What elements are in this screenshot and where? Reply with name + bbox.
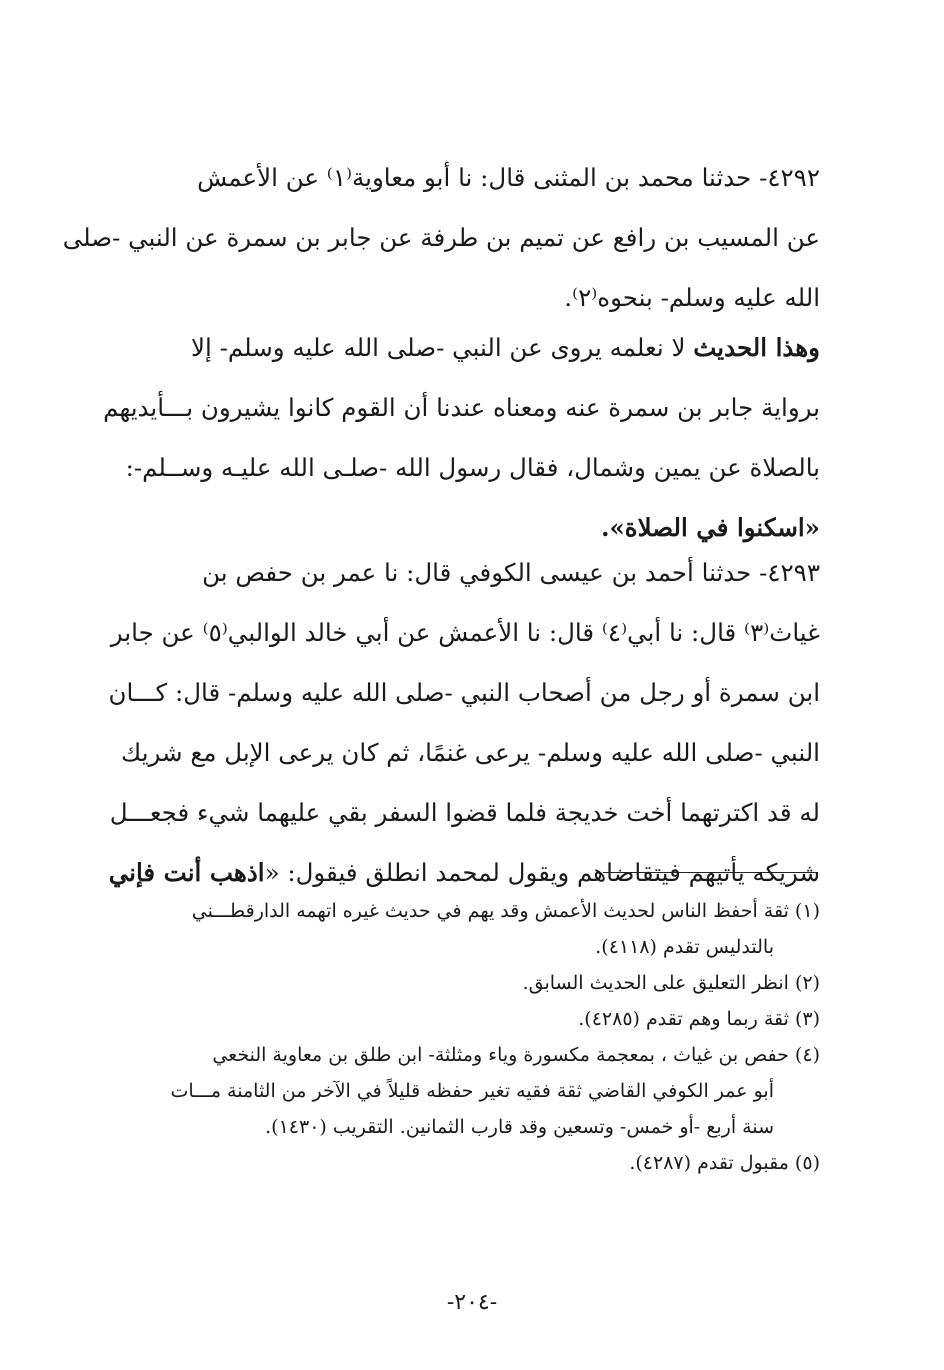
footnotes — [108, 893, 820, 1181]
quoted-hadith: «اسكنوا في الصلاة». — [600, 513, 820, 542]
footnote-line: (٤) حفص بن غياث ، بمعجمة مكسورة وياء ومثلثة- ابن طلق بن معاوية النخعي — [212, 1044, 820, 1066]
text-segment: شريكه يأتيهم فيتقاضاهم ويقول لمحمد انطلق فيقول: « — [264, 858, 820, 887]
text-line: ٤٢٩٣- حدثنا أحمد بن عيسى الكوفي قال: نا عمر بن حفص بن — [202, 558, 820, 587]
footnote-1 — [108, 893, 820, 965]
bold-quote: اذهب أنت فإني — [108, 858, 265, 887]
footnote-5 — [108, 1145, 820, 1181]
text-segment: لا نعلمه يروى عن النبي -صلى الله عليه وسلم- إلا — [191, 333, 694, 362]
text-line: غياث⁽٣⁾ قال: نا أبي⁽٤⁾ قال: نا الأعمش عن أبي خالد الوالبي⁽٥⁾ عن جابر — [110, 618, 820, 647]
footnote-3 — [108, 1001, 820, 1037]
hadith-4292 — [62, 148, 820, 328]
hadith-4293 — [108, 543, 820, 903]
text-line: الله عليه وسلم- بنحوه⁽٢⁾. — [564, 283, 820, 312]
footnote-2 — [108, 965, 820, 1001]
page-number: -٢٠٤- — [446, 1290, 498, 1315]
footnote-line: سنة أربع -أو خمس- وتسعين وقد قارب الثمانين. التقريب (١٤٣٠). — [265, 1116, 774, 1138]
text-line: برواية جابر بن سمرة عنه ومعناه عندنا أن القوم كانوا يشيرون بـــأيديهم — [103, 393, 820, 422]
text-line: عن المسيب بن رافع عن تميم بن طرفة عن جابر بن سمرة عن النبي -صلى — [62, 223, 820, 252]
text-line — [108, 318, 820, 378]
footnote-line: بالتدليس تقدم (٤١١٨). — [595, 936, 774, 958]
bold-lead: وهذا الحديث — [693, 333, 820, 362]
text-line: له قد اكترتهما أخت خديجة فلما قضوا السفر بقي عليهما شيء فجعـــل — [109, 798, 820, 827]
text-line: بالصلاة عن يمين وشمال، فقال رسول الله -صلـى الله عليـه وســلم-: — [125, 453, 820, 482]
footnote-divider — [603, 872, 816, 873]
footnote-line: (٢) انظر التعليق على الحديث السابق. — [522, 972, 820, 994]
footnote-4 — [108, 1037, 820, 1145]
text-line: ٤٢٩٢- حدثنا محمد بن المثنى قال: نا أبو معاوية⁽١⁾ عن الأعمش — [197, 163, 820, 192]
commentary-paragraph — [103, 318, 820, 558]
footnote-line: (٣) ثقة ربما وهم تقدم (٤٢٨٥). — [578, 1008, 820, 1030]
text-line: ابن سمرة أو رجل من أصحاب النبي -صلى الله عليه وسلم- قال: كـــان — [108, 678, 820, 707]
footnote-line: أبو عمر الكوفي القاضي ثقة فقيه تغير حفظه قليلاً في الآخر من الثامنة مـــات — [170, 1080, 774, 1102]
text-line: النبي -صلى الله عليه وسلم- يرعى غنمًا، ثم كان يرعى الإبل مع شريك — [121, 738, 820, 767]
footnote-line: (١) ثقة أحفظ الناس لحديث الأعمش وقد يهم في حديث غيره اتهمه الدارقطـــني — [191, 900, 820, 922]
footnote-line: (٥) مقبول تقدم (٤٢٨٧). — [629, 1152, 820, 1174]
